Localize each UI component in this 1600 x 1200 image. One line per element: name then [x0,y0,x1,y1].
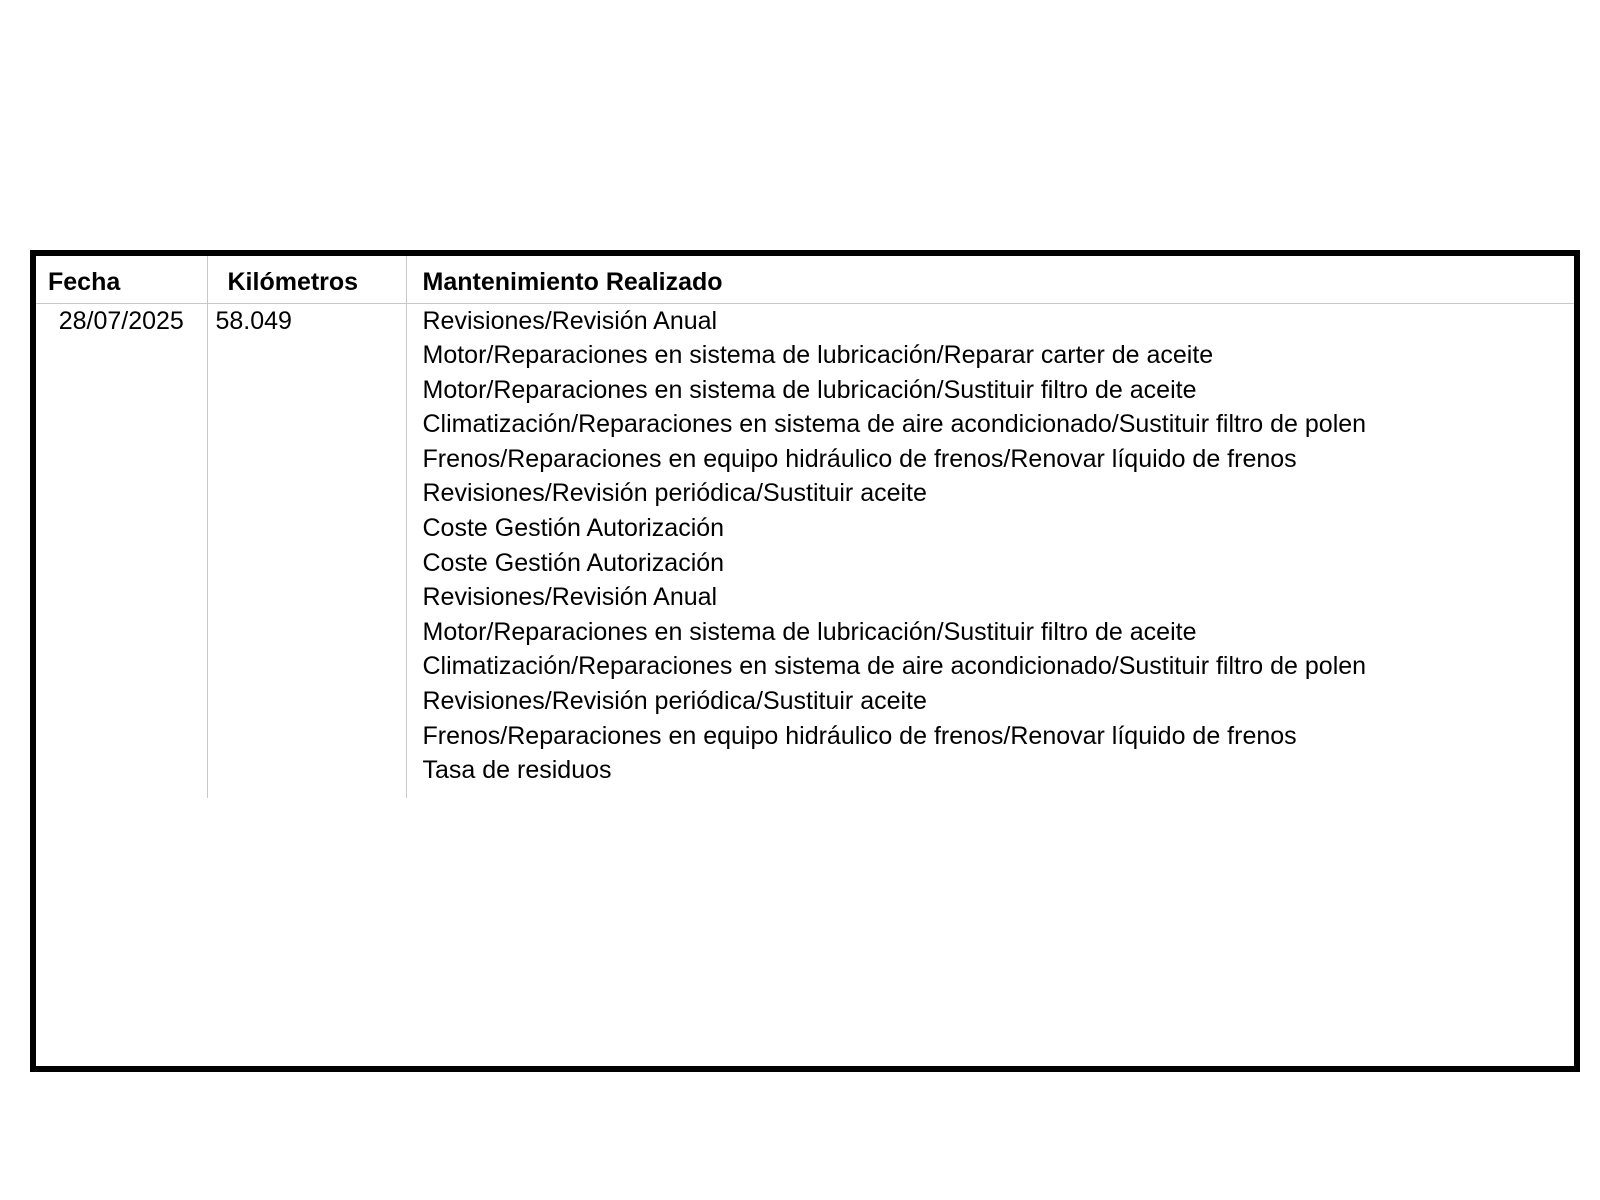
maintenance-item: Motor/Reparaciones en sistema de lubricación/Reparar carter de aceite [422,341,1214,370]
table-header-row [36,256,1574,303]
maintenance-list [423,304,1368,788]
maintenance-item: Climatización/Reparaciones en sistema de aire acondicionado/Sustituir filtro de polen [422,410,1367,439]
cell-fecha: 28/07/2025 [36,303,207,798]
maintenance-item: Revisiones/Revisión periódica/Sustituir aceite [422,479,927,508]
column-header-kilometros: Kilómetros [207,256,406,303]
column-header-mantenimiento: Mantenimiento Realizado [406,256,1574,303]
maintenance-item: Coste Gestión Autorización [422,548,725,577]
cell-mantenimiento [406,303,1574,798]
maintenance-item: Frenos/Reparaciones en equipo hidráulico de frenos/Renovar líquido de frenos [422,721,1297,750]
maintenance-table [36,256,1574,798]
maintenance-item: Coste Gestión Autorización [422,514,725,543]
column-header-fecha: Fecha [36,256,207,303]
maintenance-item: Frenos/Reparaciones en equipo hidráulico de frenos/Renovar líquido de frenos [422,444,1297,473]
maintenance-item: Revisiones/Revisión Anual [422,583,718,612]
table-row [36,303,1574,798]
maintenance-item: Motor/Reparaciones en sistema de lubricación/Sustituir filtro de aceite [422,375,1197,404]
maintenance-report-frame [30,250,1580,1072]
table-body [36,303,1574,798]
maintenance-item: Revisiones/Revisión Anual [422,306,718,335]
cell-kilometros: 58.049 [207,303,406,798]
maintenance-item: Revisiones/Revisión periódica/Sustituir aceite [422,687,927,716]
maintenance-item: Climatización/Reparaciones en sistema de aire acondicionado/Sustituir filtro de polen [422,652,1367,681]
maintenance-item: Motor/Reparaciones en sistema de lubricación/Sustituir filtro de aceite [422,617,1197,646]
maintenance-item: Tasa de residuos [422,756,612,785]
